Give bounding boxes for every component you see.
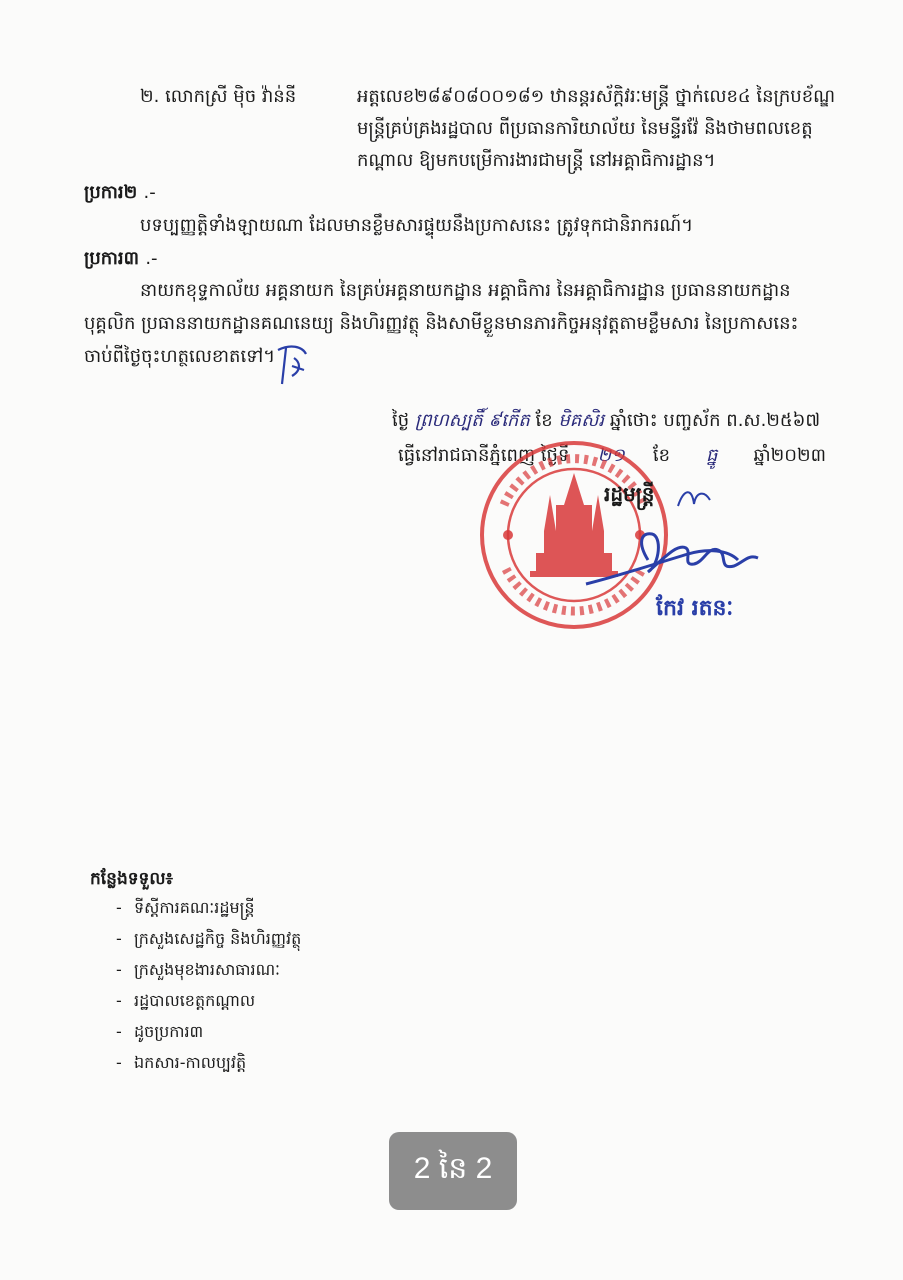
date-month-label2: ខែ [652, 445, 671, 466]
recipient-item: - ក្រសួងសេដ្ឋកិច្ច និងហិរញ្ញវត្ថុ [116, 929, 302, 948]
article3-heading [84, 246, 158, 272]
title-initials [674, 484, 714, 514]
recipient-item: - ដូចប្រការ៣ [116, 1022, 204, 1041]
article3-heading-text: ប្រការ៣ [84, 248, 140, 269]
article2-text: បទប្បញ្ញត្តិទាំងឡាយណា ដែលមានខ្លឹមសារផ្ទុយនឹងប្រកាសនេះ ត្រូវទុកជានិរាករណ៍។ [140, 215, 694, 236]
item2-line1: អត្តលេខ២៨៩០៨០០១៨១ ឋានន្តរស័ក្តិវរៈមន្ត្រី ថ្នាក់លេខ៤ នៃក្របខ័ណ្ឌ [357, 86, 836, 107]
date-place-text: ធ្វើនៅរាជធានីភ្នំពេញ ថ្ងៃទី [398, 445, 570, 466]
recipient-item: - ឯកសារ-កាលប្បវត្តិ [116, 1053, 247, 1072]
recipient-item: - រដ្ឋបាលខេត្តកណ្តាល [116, 991, 256, 1010]
signature-title: រដ្ឋមន្ត្រី [604, 482, 655, 506]
date-lunar-prefix: ថ្ងៃ [392, 410, 410, 431]
recipients-title: កន្លែងទទួល៖ [90, 869, 174, 889]
date-lunar-month: មិគសិរ [558, 410, 605, 431]
recipient-item: - ទីស្តីការគណៈរដ្ឋមន្ត្រី [116, 898, 255, 917]
article3-line3: ចាប់ពីថ្ងៃចុះហត្ថលេខាតទៅ។ [84, 346, 276, 367]
item2-line2: មន្ត្រីគ្រប់គ្រងរដ្ឋបាល ពីប្រធានការិយាល័យ នៃមន្ទីរវ៉ែ និងថាមពលខេត្ត [357, 118, 813, 139]
item2-line3: កណ្តាល ឱ្យមកបម្រើការងារជាមន្ត្រី នៅអគ្គាធិការដ្ឋាន។ [357, 150, 716, 171]
date-day: ២១ [597, 445, 625, 466]
recipient-item: - ក្រសួងមុខងារសាធារណៈ [116, 960, 280, 979]
date-year2: ឆ្នាំ២០២៣ [753, 445, 826, 466]
article3-line2: បុគ្គលិក ប្រធាននាយកដ្ឋានគណនេយ្យ និងហិរញ្ញវត្ថុ និងសាមីខ្លួនមានភារកិច្ចអនុវត្តតាមខ្លឹមសារ នៃប្រកាសនេះ [84, 313, 799, 334]
date-lunar-line [392, 408, 820, 434]
article2-heading-dash: .- [143, 182, 156, 203]
article2-heading-text: ប្រការ២ [84, 182, 138, 203]
article3-line1: នាយកខុទ្ទកាល័យ អគ្គនាយក នៃគ្រប់អគ្គនាយកដ្ឋាន អគ្គាធិការ នៃអគ្គាធិការដ្ឋាន ប្រធាននាយកដ្ឋាន [140, 280, 791, 301]
item2-name: ២. លោកស្រី មុិច វ៉ាន់នី [140, 86, 297, 107]
date-month: ធ្នូ [706, 445, 718, 466]
initials-mark [272, 340, 312, 390]
date-lunar-day: ព្រហស្បតិ៍ ៩កើត [414, 410, 530, 431]
date-year-text: ឆ្នាំថោះ បញ្ចស័ក ព.ស.២៥៦៧ [609, 410, 821, 431]
signer-name: កែវ រតនៈ [656, 596, 734, 621]
article2-heading [84, 180, 156, 206]
signature-scribble [578, 514, 778, 604]
date-month-label: ខែ [535, 410, 553, 431]
page-indicator: 2 នៃ 2 [389, 1132, 517, 1210]
article3-heading-dash: .- [145, 248, 158, 269]
